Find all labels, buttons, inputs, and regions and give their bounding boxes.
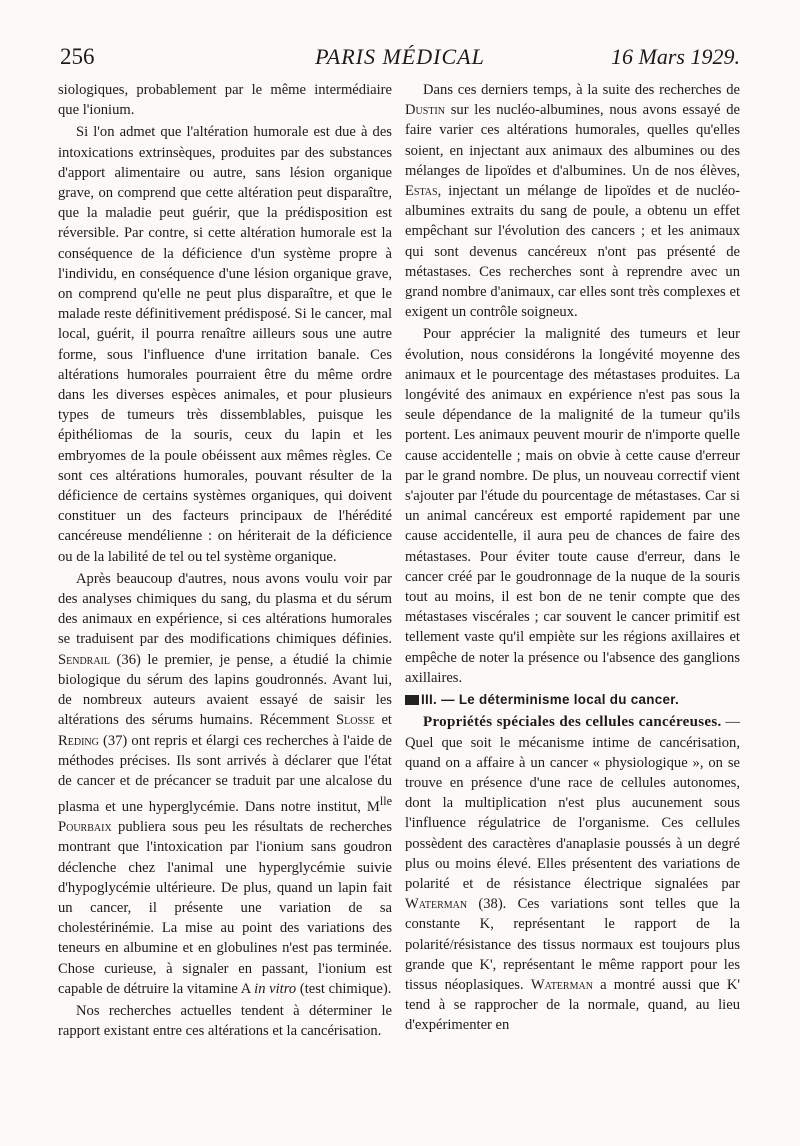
- author-name: Estas: [405, 183, 438, 200]
- issue-date: 16 Mars 1929.: [611, 44, 740, 69]
- author-name: Pourbaix: [58, 819, 112, 836]
- author-name: Sendrail: [58, 651, 110, 668]
- right-column: [405, 80, 740, 1036]
- author-name: Waterman: [405, 896, 468, 913]
- author-name: Reding: [58, 732, 99, 749]
- paragraph: Propriétés spéciales des cellules cancéreuses. — Quel que soit le mécanisme intime de cancérisation, quand on a affaire à un cancer « physiologique », on se trouve en présence d'une race de cellules autonomes, dont la multiplication n'est plus aucunement sous l'influence régulatrice de l'organisme. Ces cellules possèdent des caractères d'anaplasie poussés à un degré plus ou moins élevé. Elles présentent des variations de polarité et de résistance électrique signalées par Waterman (38). Ces variations sont telles que la constante K, représentant le rapport de la polarité/résistance des tissus normaux est toujours plus grande que K', représentant le même rapport pour les tissus néoplasiques. Waterman a montré aussi que K' tend à se rapprocher de la normale, quand, au lieu d'expérimenter en: [405, 714, 740, 1034]
- author-name: Slosse: [336, 712, 375, 729]
- journal-title: PARIS MÉDICAL: [315, 44, 485, 69]
- paragraph: Pour apprécier la malignité des tumeurs et leur évolution, nous considérons la longévité moyenne des animaux et le pourcentage des métastases produites. La longévité des animaux en expérience n'est pas sous la seule dépendance de la malignité de la tumeur qu'ils portent. Les animaux peuvent mourir de n'importe quelle cause accidentelle ; mais on obvie à cette cause d'erreur par le grand nombre. De plus, un nouveau correctif vient s'ajouter par l'étude du pourcentage de métastases. Car si un animal cancéreux est emporté rapidement par une cause accidentelle, il aura peu de chances de faire des métastases. Pour éviter toute cause d'erreur, dans le cancer créé par le goudronnage de la nuque de la souris tout au moins, il est bon de ne tenir compte que des métastases viscérales ; car souvent le cancer primitif est tellement vaste qu'il empiète sur les régions axillaires et empêche de noter la présence ou l'absence des ganglions axillaires.: [405, 326, 740, 686]
- left-column: [58, 80, 392, 1041]
- section-heading: III. — Le déterminisme local du cancer.: [405, 690, 740, 710]
- section-mark-icon: [405, 695, 419, 705]
- author-name: Dustin: [405, 102, 445, 119]
- author-name: Waterman: [530, 976, 593, 993]
- running-header: [60, 44, 740, 74]
- paragraph: Après beaucoup d'autres, nous avons voulu voir par des analyses chimiques du sang, du plasma et du sérum des animaux en expérience, si ces altérations humorales se traduisent par des modifications chimiques définies. Sendrail (36) le premier, je pense, a étudié la chimie biologique du sérum des lapins goudronnés. Avant lui, de nombreux auteurs avaient essayé de saisir les altérations des sérums humains. Récemment Slosse et Reding (37) ont repris et élargi ces recherches à l'aide de méthodes précises. Ils sont arrivés à déclarer que l'état de cancer et de précancer se traduit par une alcalose du plasma et une hyperglycémie. Dans notre institut, $M^{lle}$ Pourbaix publiera sous peu les résultats de recherches montrant que l'intoxication par l'ionium sans goudron déclenche chez l'animal une hyperglycémie suivie d'hypoglycémie ultérieure. De plus, quand un lapin fait un cancer, il présente une variation de sa cholestérinémie. La mise au point des variations des teneurs en albumine et en globulines n'est pas terminée. Chose curieuse, à signaler en passant, l'ionium est capable de détruire la vitamine A in vitro (test chimique).: [58, 570, 392, 997]
- paragraph: siologiques, probablement par le même intermédiaire que l'ionium.: [58, 82, 392, 119]
- paragraph: Si l'on admet que l'altération humorale est due à des intoxications extrinsèques, produites par des substances d'apport alimentaire ou autre, sans lésion organique grave, on comprend que cette altération peut disparaître, que la maladie peut guérir, que la prédisposition est réversible. Par contre, si cette altération humorale est la conséquence de la déficience d'un système propre à l'individu, en conséquence d'une lésion organique grave, on comprend qu'elle ne peut plus disparaître, et que le malade reste définitivement prédisposé. Si le cancer, mal local, guérit, il pourra renaître ailleurs sous une autre forme, sous l'influence d'une irritation banale. Ces altérations humorales pourraient être du même ordre dans les diverses espèces animales, et pour plusieurs types de tumeurs très dissemblables, puisque les épithéliomas de la souris, ceux du lapin et les embryomes de la poule obéissent aux mêmes règles. Ce sont ces altérations humorales, pouvant résulter de la déficience de certains systèmes organiques, qui doivent constituer un des facteurs principaux de l'hérédité cancéreuse mendélienne : on hériterait de la déficience ou de la labilité de tel ou tel système organique.: [58, 124, 392, 565]
- paragraph: Nos recherches actuelles tendent à déterminer le rapport existant entre ces altérations et la cancérisation.: [58, 1003, 392, 1040]
- paragraph: Dans ces derniers temps, à la suite des recherches de Dustin sur les nucléo-albumines, nous avons essayé de faire varier ces altérations humorales, quelles qu'elles soient, en injectant aux animaux des albumines ou des mélanges de lipoïdes et d'albumines. Un de nos élèves, Estas, injectant un mélange de lipoïdes et de nucléo-albumines extraits du sang de poule, a obtenu un effet empêchant sur l'évolution des cancers ; et les animaux qui sont devenus cancéreux n'ont pas présenté de métastases. Ces recherches sont à reprendre avec un grand nombre d'animaux, car elles sont très complexes et exigent un contrôle soigneux.: [405, 82, 740, 321]
- page-number: 256: [60, 44, 95, 69]
- subheading: Propriétés spéciales des cellules cancéreuses.: [423, 714, 722, 731]
